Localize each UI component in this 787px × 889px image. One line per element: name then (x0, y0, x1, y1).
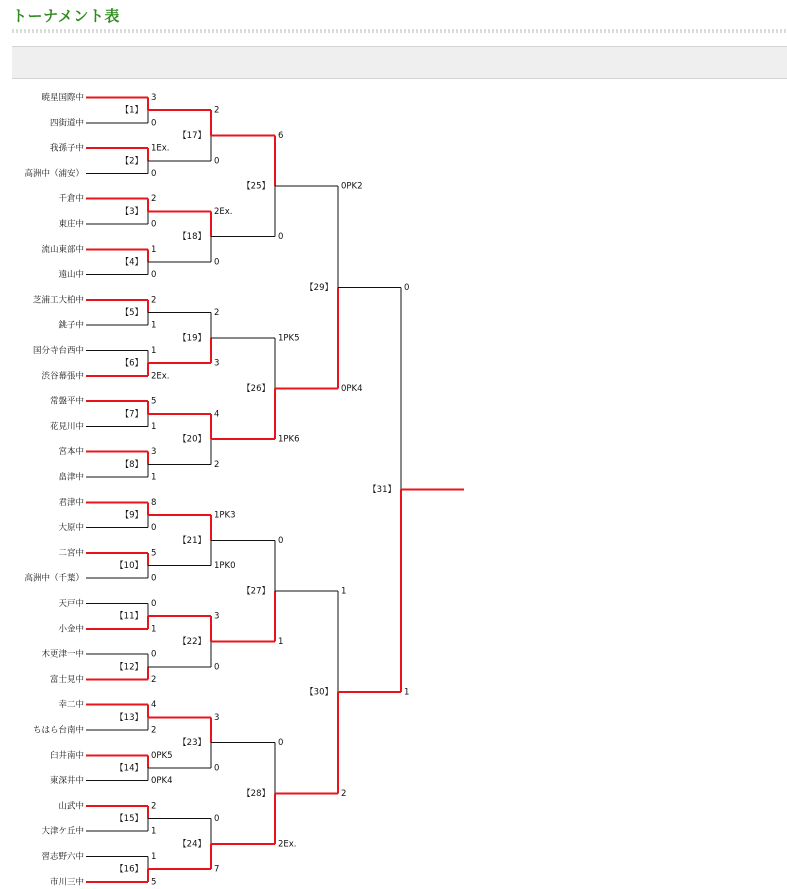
team-name: ちはら台南中 (32, 725, 84, 736)
match-label: 【10】 (115, 561, 143, 572)
match-score: 1 (151, 320, 157, 331)
team-name: 東深井中 (49, 776, 84, 787)
team-name: 二宮中 (58, 548, 84, 559)
match-score: 2 (341, 788, 347, 799)
team-name: 国分寺台西中 (32, 346, 84, 356)
match-label: 【25】 (242, 181, 270, 192)
match-score: 2 (214, 459, 220, 470)
team-name: 我孫子中 (49, 143, 84, 154)
match-label: 【30】 (305, 687, 333, 698)
team-name: 東庄中 (58, 219, 84, 230)
match-label: 【24】 (178, 839, 206, 850)
match-label: 【7】 (120, 409, 143, 420)
team-name: 習志野六中 (41, 852, 84, 862)
match-score: 2 (214, 105, 220, 116)
match-score: 1PK3 (214, 510, 236, 521)
match-label: 【22】 (178, 636, 206, 647)
team-name: 常盤平中 (49, 396, 84, 407)
match-score: 0 (214, 257, 220, 268)
match-score: 0 (151, 118, 157, 129)
match-label: 【28】 (242, 788, 270, 799)
match-label: 【9】 (120, 510, 143, 521)
match-score: 1 (151, 472, 157, 483)
team-name: 宮本中 (58, 447, 84, 458)
match-score: 2Ex. (278, 839, 297, 850)
match-label: 【23】 (178, 738, 206, 749)
match-label: 【2】 (120, 156, 143, 167)
match-label: 【26】 (242, 383, 270, 394)
match-label: 【31】 (368, 485, 396, 496)
match-score: 0PK5 (151, 750, 173, 761)
match-score: 0 (214, 814, 220, 825)
match-label: 【11】 (115, 611, 143, 622)
match-score: 1 (151, 421, 157, 432)
match-label: 【20】 (178, 434, 206, 445)
team-name: 大津ケ丘中 (41, 826, 84, 837)
match-score: 0 (151, 270, 157, 281)
match-score: 1PK5 (278, 333, 300, 344)
match-label: 【3】 (120, 206, 143, 217)
match-score: 1 (151, 244, 157, 255)
match-score: 5 (151, 548, 157, 559)
match-score: 1 (404, 687, 410, 698)
match-score: 1 (278, 636, 284, 647)
match-label: 【14】 (115, 763, 143, 774)
match-score: 0 (151, 599, 157, 609)
team-name: 天戸中 (58, 599, 84, 609)
match-label: 【16】 (115, 864, 143, 875)
match-label: 【12】 (115, 662, 143, 673)
match-score: 3 (214, 611, 220, 622)
match-score: 4 (151, 700, 157, 711)
match-label: 【1】 (120, 105, 143, 116)
match-score: 1 (151, 346, 157, 356)
team-name: 高洲中（千葉） (24, 573, 84, 584)
match-label: 【13】 (115, 712, 143, 723)
match-score: 7 (214, 864, 220, 875)
match-score: 2 (151, 674, 157, 685)
match-score: 3 (214, 712, 220, 723)
match-score: 0 (214, 662, 220, 673)
team-name: 臼井南中 (49, 750, 84, 761)
team-name: 君津中 (58, 497, 84, 508)
team-name: 渋谷幕張中 (41, 371, 84, 382)
match-score: 2Ex. (214, 206, 233, 217)
match-score: 0PK4 (151, 776, 173, 787)
team-name: 幸二中 (58, 700, 84, 711)
match-score: 5 (151, 396, 157, 407)
match-score: 6 (278, 130, 284, 141)
match-score: 4 (214, 409, 220, 420)
match-score: 8 (151, 497, 157, 508)
match-score: 0 (278, 738, 284, 749)
match-score: 0 (151, 168, 157, 179)
match-label: 【18】 (178, 232, 206, 243)
team-name: 大原中 (58, 523, 84, 534)
match-label: 【19】 (178, 333, 206, 344)
match-score: 0PK4 (341, 383, 363, 394)
match-score: 1 (341, 586, 347, 597)
team-name: 千倉中 (58, 194, 84, 205)
team-name: 芝浦工大柏中 (32, 295, 84, 306)
match-score: 0 (151, 573, 157, 584)
match-score: 2 (214, 308, 220, 319)
match-score: 0 (151, 523, 157, 534)
team-name: 木更津一中 (41, 649, 84, 660)
match-score: 0 (278, 232, 284, 243)
match-score: 1 (151, 826, 157, 837)
match-label: 【4】 (120, 257, 143, 268)
match-label: 【6】 (120, 358, 143, 369)
team-name: 市川三中 (49, 877, 84, 888)
match-score: 1PK6 (278, 434, 300, 445)
match-score: 0 (214, 763, 220, 774)
match-score: 0 (404, 282, 410, 293)
match-score: 0 (278, 535, 284, 546)
match-score: 2 (151, 295, 157, 306)
team-name: 銚子中 (58, 320, 84, 331)
match-score: 2 (151, 194, 157, 205)
team-name: 畠津中 (58, 472, 84, 483)
team-name: 流山東部中 (41, 244, 84, 255)
match-score: 0 (151, 649, 157, 660)
match-score: 3 (151, 93, 157, 103)
match-score: 0 (214, 156, 220, 167)
match-score: 1 (151, 852, 157, 862)
team-name: 暁星国際中 (41, 93, 84, 103)
match-score: 3 (214, 358, 220, 369)
match-score: 5 (151, 877, 157, 888)
match-score: 1 (151, 624, 157, 635)
match-label: 【27】 (242, 586, 270, 597)
team-name: 富士見中 (49, 674, 84, 685)
match-label: 【29】 (305, 282, 333, 293)
team-name: 高洲中（浦安） (24, 168, 84, 179)
match-score: 2Ex. (151, 371, 170, 382)
team-name: 四街道中 (49, 118, 84, 129)
match-label: 【15】 (115, 814, 143, 825)
match-score: 1PK0 (214, 561, 236, 572)
match-score: 2 (151, 725, 157, 736)
match-score: 0 (151, 219, 157, 230)
match-label: 【21】 (178, 535, 206, 546)
match-label: 【8】 (120, 459, 143, 470)
match-score: 3 (151, 447, 157, 458)
team-name: 山武中 (58, 801, 84, 812)
match-score: 1Ex. (151, 143, 170, 154)
page-title: トーナメント表 (12, 7, 120, 25)
match-score: 0PK2 (341, 181, 363, 192)
match-label: 【17】 (178, 130, 206, 141)
team-name: 小金中 (58, 624, 84, 635)
match-score: 2 (151, 801, 157, 812)
team-name: 遠山中 (58, 270, 84, 281)
team-name: 花見川中 (49, 421, 84, 432)
match-label: 【5】 (120, 308, 143, 319)
